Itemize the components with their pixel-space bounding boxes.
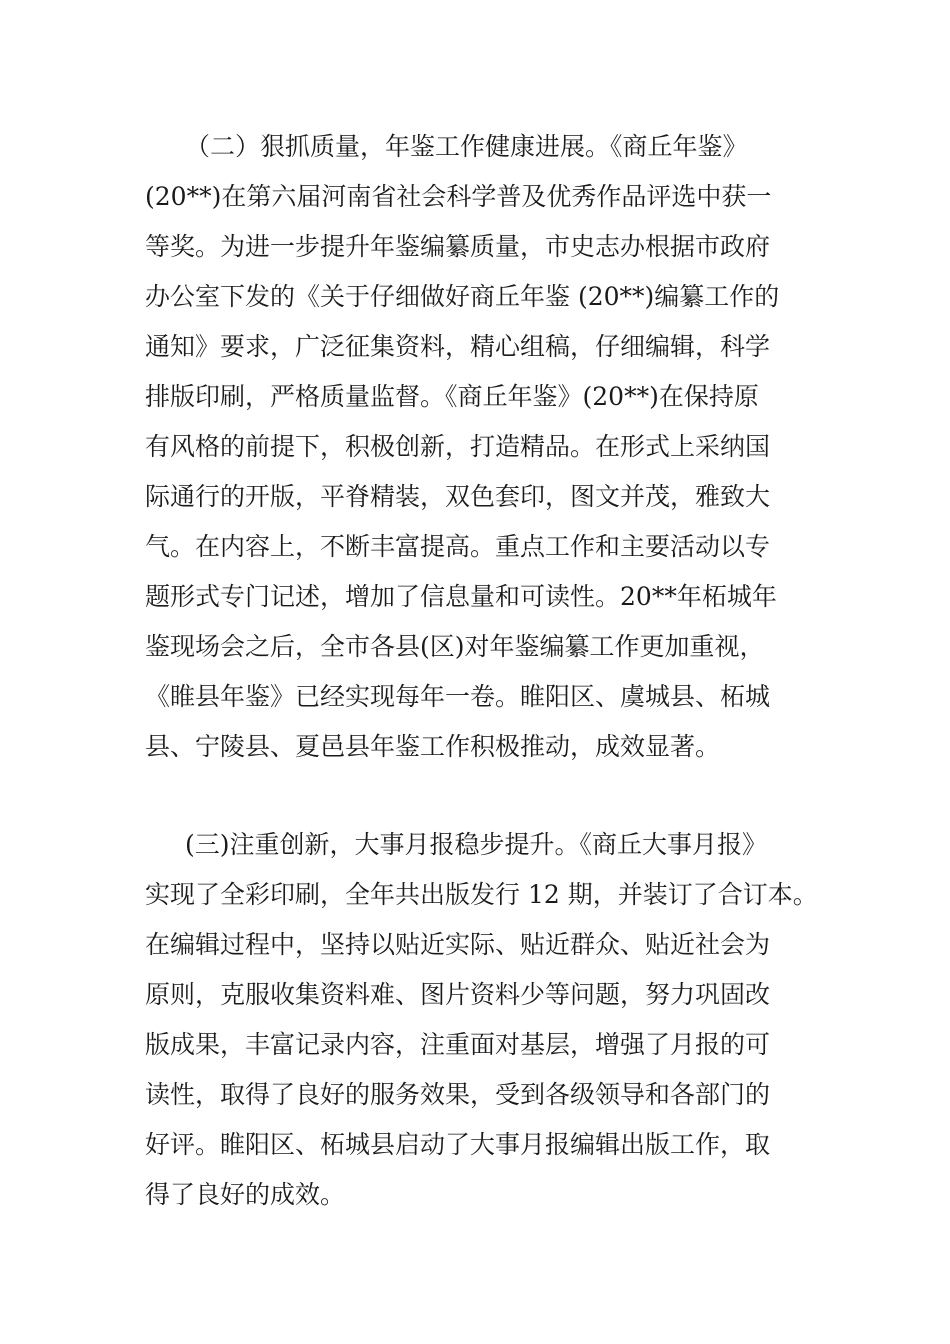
paragraph-line: 《睢县年鉴》已经实现每年一卷。睢阳区、虞城县、柘城	[145, 682, 771, 711]
paragraph-line: 通知》要求，广泛征集资料，精心组稿，仔细编辑，科学	[145, 332, 771, 361]
paragraph-line: 得了良好的成效。	[145, 1180, 346, 1209]
paragraph-line: 原则，克服收集资料难、图片资料少等问题，努力巩固改	[145, 980, 771, 1009]
paragraph-line: 县、宁陵县、夏邑县年鉴工作积极推动，成效显著。	[145, 732, 721, 761]
paragraph-line: 鉴现场会之后，全市各县(区)对年鉴编纂工作更加重视，	[145, 632, 765, 661]
paragraph-line: （二）狠抓质量，年鉴工作健康进展。《商丘年鉴》	[185, 132, 748, 161]
paragraph-line: 有风格的前提下，积极创新，打造精品。在形式上采纳国	[145, 432, 771, 461]
paragraph-line: (20**)在第六届河南省社会科学普及优秀作品评选中获一	[145, 182, 772, 211]
paragraph-line: 读性，取得了良好的服务效果，受到各级领导和各部门的	[145, 1080, 771, 1109]
paragraph-line: 在编辑过程中，坚持以贴近实际、贴近群众、贴近社会为	[145, 930, 771, 959]
paragraph-line: (三)注重创新，大事月报稳步提升。《商丘大事月报》	[185, 830, 768, 859]
paragraph-line: 实现了全彩印刷，全年共出版发行 12 期，并装订了合订本。	[145, 880, 818, 909]
paragraph-line: 好评。睢阳区、柘城县启动了大事月报编辑出版工作，取	[145, 1130, 771, 1159]
paragraph-line: 排版印刷，严格质量监督。《商丘年鉴》(20**)在保持原	[145, 382, 759, 411]
paragraph-line: 办公室下发的《关于仔细做好商丘年鉴 (20**)编纂工作的	[145, 282, 780, 311]
paragraph-line: 版成果，丰富记录内容，注重面对基层，增强了月报的可	[145, 1030, 771, 1059]
paragraph-line: 际通行的开版，平脊精装，双色套印，图文并茂，雅致大	[145, 482, 771, 511]
paragraph-line: 气。在内容上，不断丰富提高。重点工作和主要活动以专	[145, 532, 771, 561]
paragraph-line: 等奖。为进一步提升年鉴编纂质量，市史志办根据市政府	[145, 232, 771, 261]
paragraph-line: 题形式专门记述，增加了信息量和可读性。20**年柘城年	[145, 582, 777, 611]
